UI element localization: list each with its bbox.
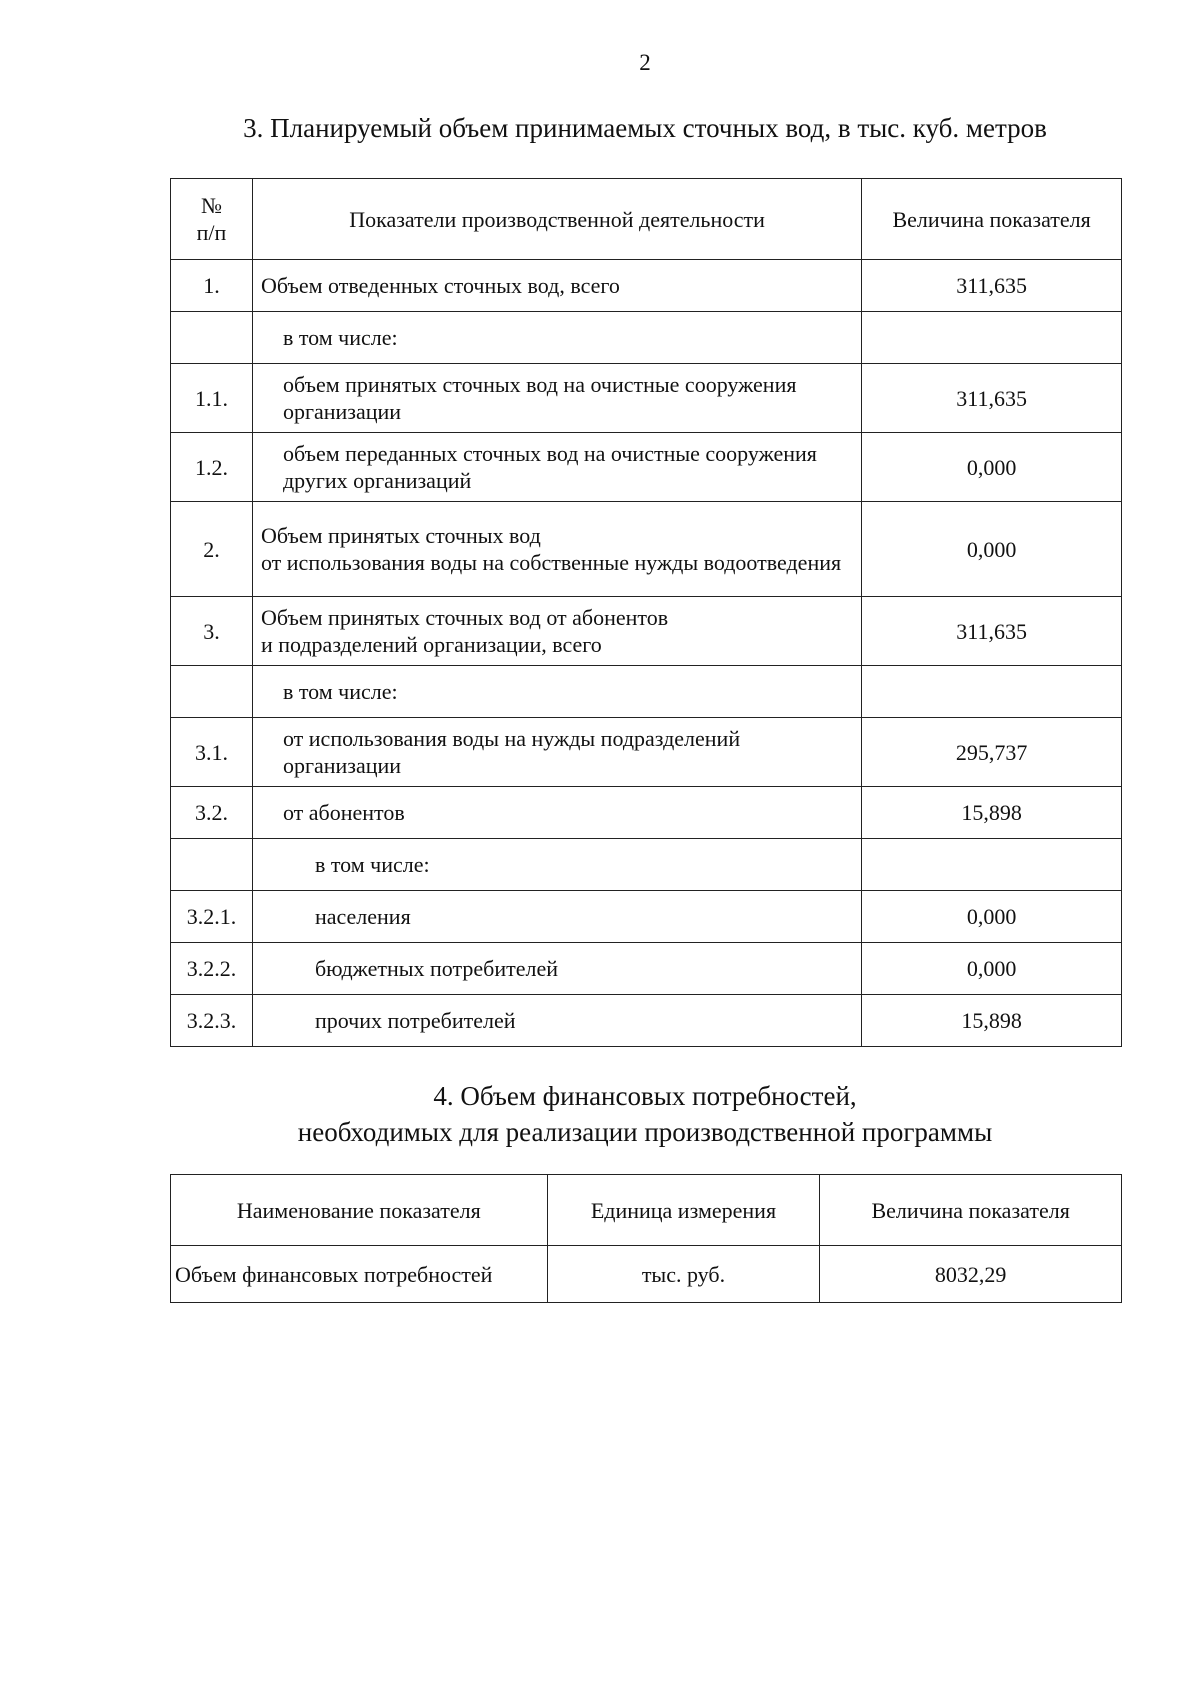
row-name <box>252 502 861 597</box>
header-indicator-name: Наименование показателя <box>171 1175 548 1246</box>
table-row <box>171 787 1122 839</box>
row-value: 15,898 <box>862 995 1122 1047</box>
table-row <box>171 597 1122 666</box>
row-unit: тыс. руб. <box>547 1246 820 1303</box>
wastewater-volume-table <box>170 178 1122 1047</box>
row-num <box>171 312 253 364</box>
row-num: 3.2.1. <box>171 891 253 943</box>
row-value: 15,898 <box>862 787 1122 839</box>
row-value: 311,635 <box>862 260 1122 312</box>
header-num-line2: п/п <box>196 220 227 245</box>
row-name: бюджетных потребителей <box>252 943 861 995</box>
table-row <box>171 502 1122 597</box>
row-num: 1.1. <box>171 364 253 433</box>
row-value <box>862 666 1122 718</box>
table-row <box>171 666 1122 718</box>
table-row <box>171 260 1122 312</box>
table-row <box>171 433 1122 502</box>
header-num-line1: № <box>200 193 222 218</box>
table-row <box>171 364 1122 433</box>
table-row <box>171 995 1122 1047</box>
header-num <box>171 179 253 260</box>
financial-needs-table <box>170 1174 1122 1303</box>
row-num: 3.2.3. <box>171 995 253 1047</box>
table-header-row <box>171 179 1122 260</box>
section-4-title-line2: необходимых для реализации производственной программы <box>297 1117 993 1147</box>
page-number: 2 <box>639 50 651 75</box>
row-value: 8032,29 <box>820 1246 1122 1303</box>
row-name-line2: от использования воды на собственные нужды водоотведения <box>260 550 842 575</box>
table-row <box>171 312 1122 364</box>
row-name: в том числе: <box>252 666 861 718</box>
table-header-row <box>171 1175 1122 1246</box>
row-value <box>862 312 1122 364</box>
row-value: 0,000 <box>862 502 1122 597</box>
row-name-line1: Объем принятых сточных вод <box>260 523 541 548</box>
row-name: в том числе: <box>252 312 861 364</box>
row-name <box>252 597 861 666</box>
row-name: в том числе: <box>252 839 861 891</box>
row-num: 1. <box>171 260 253 312</box>
table-row <box>171 718 1122 787</box>
row-name: от использования воды на нужды подразделений организации <box>252 718 861 787</box>
row-num <box>171 839 253 891</box>
row-value: 0,000 <box>862 943 1122 995</box>
row-num: 3.2. <box>171 787 253 839</box>
table-row <box>171 839 1122 891</box>
row-value: 311,635 <box>862 364 1122 433</box>
row-name: Объем финансовых потребностей <box>171 1246 548 1303</box>
row-value: 0,000 <box>862 433 1122 502</box>
table-row <box>171 943 1122 995</box>
row-name-line2: и подразделений организации, всего <box>260 632 602 657</box>
row-num: 3.2.2. <box>171 943 253 995</box>
row-name: объем переданных сточных вод на очистные сооружения других организаций <box>252 433 861 502</box>
header-value: Величина показателя <box>862 179 1122 260</box>
row-name: прочих потребителей <box>252 995 861 1047</box>
row-value <box>862 839 1122 891</box>
row-num: 2. <box>171 502 253 597</box>
row-name-line1: Объем принятых сточных вод от абонентов <box>260 605 669 630</box>
row-name: населения <box>252 891 861 943</box>
row-num <box>171 666 253 718</box>
row-num: 3. <box>171 597 253 666</box>
row-num: 1.2. <box>171 433 253 502</box>
row-name: объем принятых сточных вод на очистные сооружения организации <box>252 364 861 433</box>
row-value: 0,000 <box>862 891 1122 943</box>
table-row <box>171 891 1122 943</box>
header-indicator: Показатели производственной деятельности <box>252 179 861 260</box>
section-4-title-line1: 4. Объем финансовых потребностей, <box>433 1081 857 1111</box>
row-num: 3.1. <box>171 718 253 787</box>
header-unit: Единица измерения <box>547 1175 820 1246</box>
row-value: 311,635 <box>862 597 1122 666</box>
table-row <box>171 1246 1122 1303</box>
section-4-title <box>170 1078 1120 1150</box>
section-3-title: 3. Планируемый объем принимаемых сточных вод, в тыс. куб. метров <box>243 113 1047 143</box>
row-name: Объем отведенных сточных вод, всего <box>252 260 861 312</box>
row-name: от абонентов <box>252 787 861 839</box>
row-value: 295,737 <box>862 718 1122 787</box>
header-value: Величина показателя <box>820 1175 1122 1246</box>
